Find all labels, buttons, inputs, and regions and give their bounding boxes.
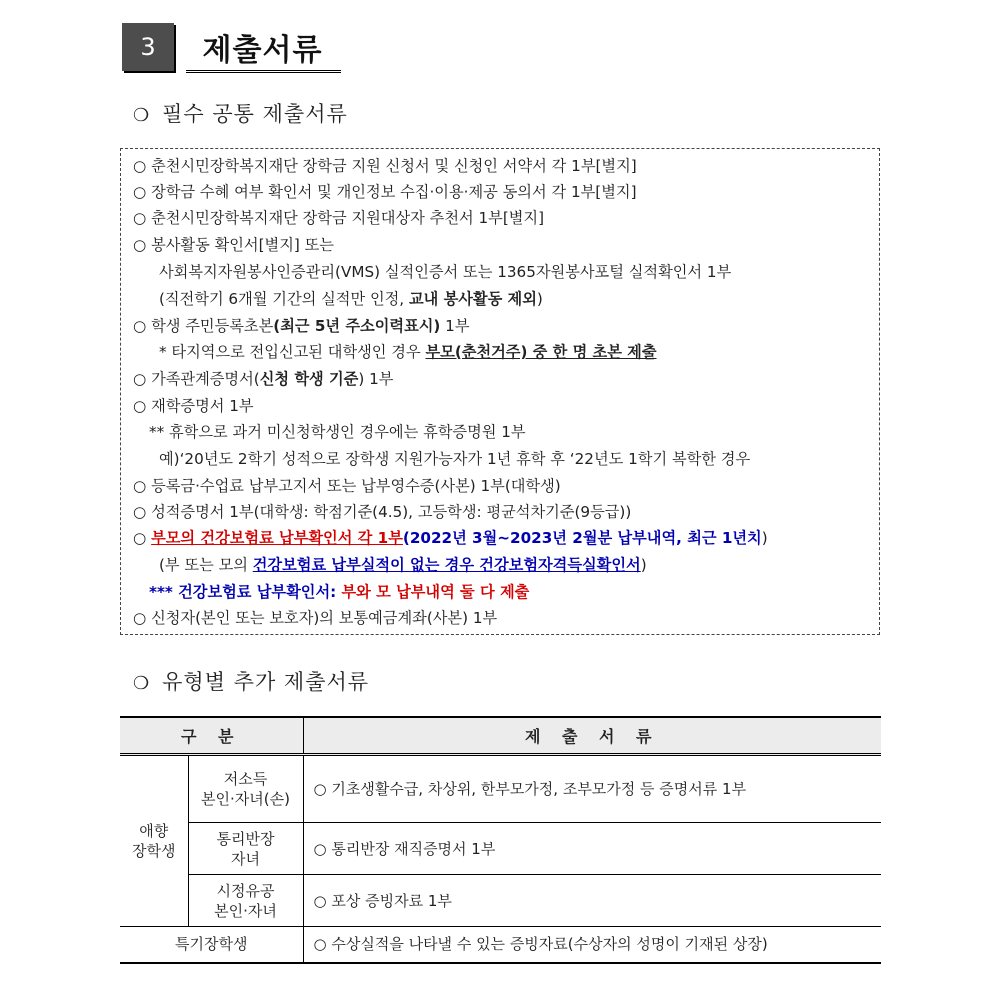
req-item-recommendation: ○ 춘천시민장학복지재단 장학금 지원대상자 추천서 1부[별지]: [133, 209, 545, 227]
table-row: [120, 823, 881, 875]
extra-docs-heading-text: 유형별 추가 제출서류: [162, 670, 370, 694]
resident-abstract-count: 1부: [440, 317, 470, 335]
circle-bullet-icon: ❍: [133, 105, 151, 126]
req-item-leave-example: 예)‘20년도 2학기 성적으로 장학생 지원가능자가 1년 휴학 후 ‘22년도 1학기 복학한 경우: [159, 450, 751, 468]
health-insurance-bullet: ○: [133, 529, 152, 547]
section-number: 3: [122, 23, 174, 71]
req-item-enrollment: ○ 재학증명서 1부: [133, 397, 254, 415]
req-item-resident-abstract: [133, 315, 470, 336]
req-item-tuition: ○ 등록금·수업료 납부고지서 또는 납부영수증(사본) 1부(대학생): [133, 477, 561, 495]
insurance-alt-text: (부 또는 모의: [159, 556, 253, 574]
family-relation-basis: 신청 학생 기준: [259, 370, 359, 388]
family-relation-text: ○ 가족관계증명서(: [133, 370, 260, 388]
required-docs: ○ 통리반장 재직증명서 1부: [303, 823, 881, 875]
health-insurance-period: (2022년 3월~2023년 2월분 납부내역, 최근 1년치: [402, 529, 762, 547]
table-row: [120, 875, 881, 927]
req-item-transfer-note: [159, 341, 657, 362]
extra-docs-table: [120, 716, 881, 964]
volunteer-note-text: (직전학기 6개월 기간의 실적만 인정,: [159, 290, 409, 308]
required-docs: ○ 포상 증빙자료 1부: [303, 875, 881, 927]
volunteer-note-close: ): [536, 290, 543, 308]
table-header-row: [120, 717, 881, 755]
req-item-application: ○ 춘천시민장학복지재단 장학금 지원 신청서 및 신청인 서약서 각 1부[별지]: [133, 157, 637, 175]
req-item-insurance-alt: [159, 554, 647, 575]
req-item-consent: ○ 장학금 수혜 여부 확인서 및 개인정보 수집·이용·제공 동의서 각 1부[별지]: [133, 183, 637, 201]
resident-abstract-condition: (최근 5년 주소이력표시): [273, 317, 441, 335]
insurance-alt-certificate: 건강보험료 납부실적이 없는 경우 건강보험자격득실확인서: [252, 556, 641, 574]
insurance-note-label: *** 건강보험료 납부확인서:: [149, 583, 342, 601]
health-insurance-text: 부모의 건강보험료 납부확인서 각 1부: [151, 529, 403, 547]
family-relation-count: ) 1부: [358, 370, 394, 388]
common-docs-heading-text: 필수 공통 제출서류: [162, 102, 348, 126]
circle-bullet-icon: ❍: [133, 673, 151, 694]
common-docs-heading: [133, 98, 348, 128]
header-category: 구 분: [120, 717, 303, 755]
section-title-underline: [186, 70, 341, 73]
resident-abstract-text: ○ 학생 주민등록초본: [133, 317, 274, 335]
req-item-insurance-note: [149, 581, 529, 602]
transfer-note-text: * 타지역으로 전입신고된 대학생인 경우: [159, 343, 426, 361]
special-category: 특기장학생: [120, 927, 303, 963]
insurance-note-requirement: 부와 모 납부내역 둘 다 제출: [341, 583, 530, 601]
req-item-volunteer-note: [159, 288, 543, 309]
req-item-volunteer: ○ 봉사활동 확인서[별지] 또는: [133, 236, 334, 254]
insurance-alt-close: ): [640, 556, 647, 574]
req-item-bank-account: ○ 신청자(본인 또는 보호자)의 보통예금계좌(사본) 1부: [133, 609, 498, 627]
sub-category: 저소득 본인·자녀(손): [188, 755, 303, 823]
transfer-note-parent: 부모(춘천거주) 중 한 명 초본 제출: [425, 343, 657, 361]
volunteer-note-exclusion: 교내 봉사활동 제외: [408, 290, 537, 308]
health-insurance-close: ): [761, 529, 768, 547]
group-label-aehyang: 애향 장학생: [120, 755, 188, 927]
req-item-volunteer-alt: 사회복지자원봉사인증관리(VMS) 실적인증서 또는 1365자원봉사포털 실적확인서 1부: [159, 263, 732, 281]
sub-category: 통리반장 자녀: [188, 823, 303, 875]
table-row: [120, 927, 881, 963]
table-row: [120, 755, 881, 823]
req-item-health-insurance: [133, 527, 768, 548]
section-title: 제출서류: [202, 33, 323, 68]
header-documents: 제 출 서 류: [303, 717, 881, 755]
extra-docs-heading: [133, 666, 369, 696]
req-item-transcript: ○ 성적증명서 1부(대학생: 학점기준(4.5), 고등학생: 평균석차기준(9등급)): [133, 503, 632, 521]
required-docs: ○ 수상실적을 나타낼 수 있는 증빙자료(수상자의 성명이 기재된 상장): [303, 927, 881, 963]
required-docs: ○ 기초생활수급, 차상위, 한부모가정, 조부모가정 등 증명서류 1부: [303, 755, 881, 823]
sub-category: 시정유공 본인·자녀: [188, 875, 303, 927]
req-item-leave-note: ** 휴학으로 과거 미신청학생인 경우에는 휴학증명원 1부: [149, 423, 526, 441]
req-item-family-relation: [133, 368, 393, 389]
